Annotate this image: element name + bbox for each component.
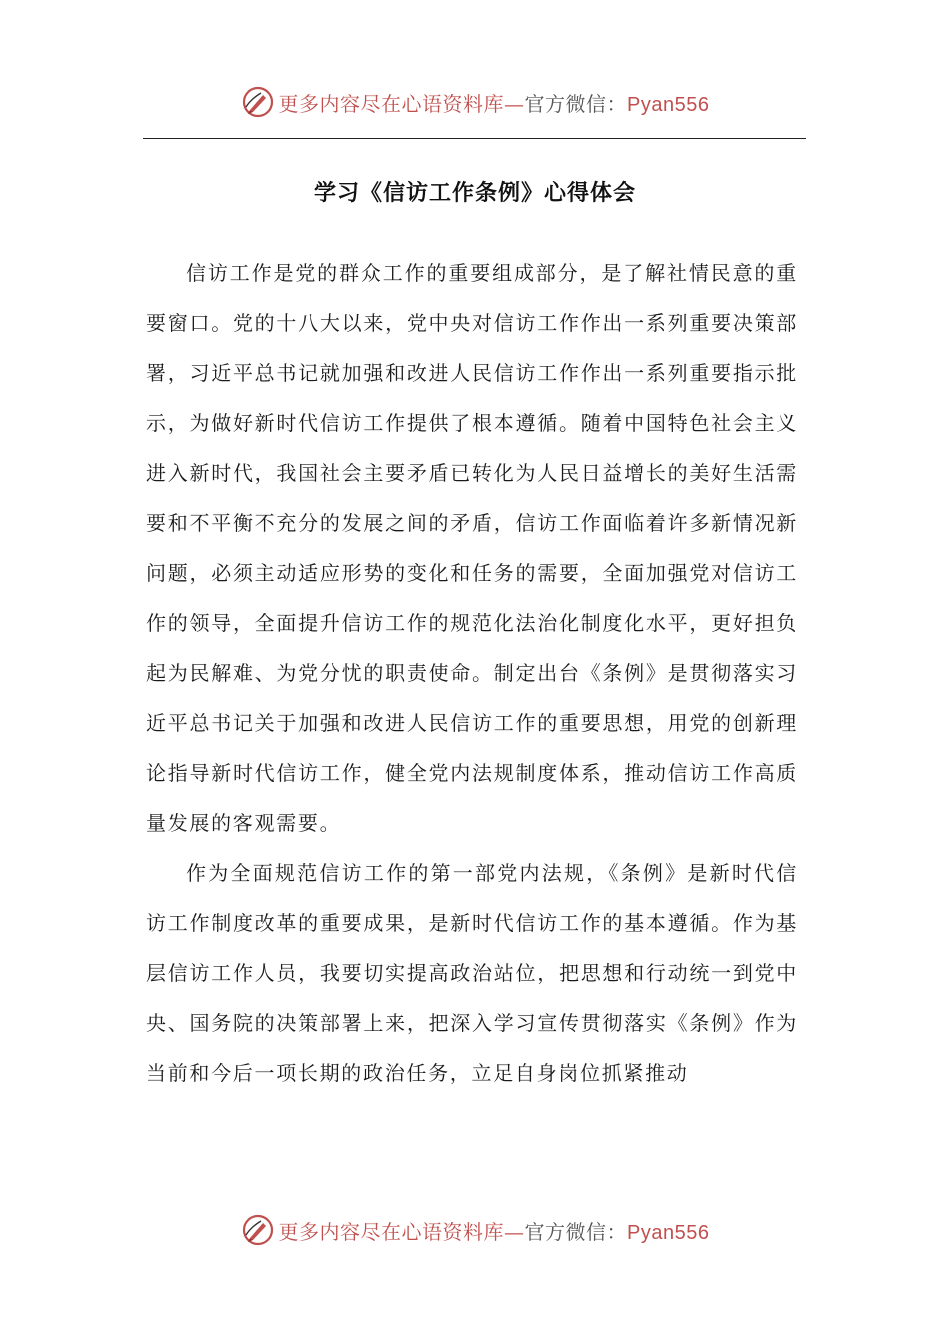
pen-logo-icon xyxy=(241,1213,275,1247)
banner-text xyxy=(279,1216,710,1245)
banner-main-text: 更多内容尽在心语资料库— xyxy=(278,1219,525,1244)
document-title: 学习《信访工作条例》心得体会 xyxy=(313,181,636,206)
document-body xyxy=(146,248,798,1098)
header-divider xyxy=(143,138,806,139)
paragraph-1: 信访工作是党的群众工作的重要组成部分，是了解社情民意的重要窗口。党的十八大以来，党中央对信访工作作出一系列重要决策部署，习近平总书记就加强和改进人民信访工作作出一系列重要指示批示，为做好新时代信访工作提供了根本遵循。随着中国特色社会主义进入新时代，我国社会主要矛盾已转化为人民日益增长的美好生活需要和不平衡不充分的发展之间的矛盾，信访工作面临着许多新情况新问题，必须主动适应形势的变化和任务的需要，全面加强党对信访工作的领导，全面提升信访工作的规范化法治化制度化水平，更好担负起为民解难、为党分忧的职责使命。制定出台《条例》是贯彻落实习近平总书记关于加强和改进人民信访工作的重要思想，用党的创新理论指导新时代信访工作，健全党内法规制度体系，推动信访工作高质量发展的客观需要。 xyxy=(146,261,798,835)
banner-official-label: 官方微信： xyxy=(524,91,628,116)
banner-handle: Pyan556 xyxy=(627,93,710,116)
banner-handle: Pyan556 xyxy=(627,1221,710,1244)
pen-logo-icon xyxy=(241,85,275,119)
banner-text xyxy=(279,88,710,117)
banner-official-label: 官方微信： xyxy=(524,1219,628,1244)
header-banner xyxy=(0,82,950,122)
banner-main-text: 更多内容尽在心语资料库— xyxy=(278,91,525,116)
paragraph-2: 作为全面规范信访工作的第一部党内法规，《条例》是新时代信访工作制度改革的重要成果，是新时代信访工作的基本遵循。作为基层信访工作人员，我要切实提高政治站位，把思想和行动统一到党中央、国务院的决策部署上来，把深入学习宣传贯彻落实《条例》作为当前和今后一项长期的政治任务，立足自身岗位抓紧推动 xyxy=(146,861,798,1085)
footer-banner xyxy=(0,1210,950,1250)
